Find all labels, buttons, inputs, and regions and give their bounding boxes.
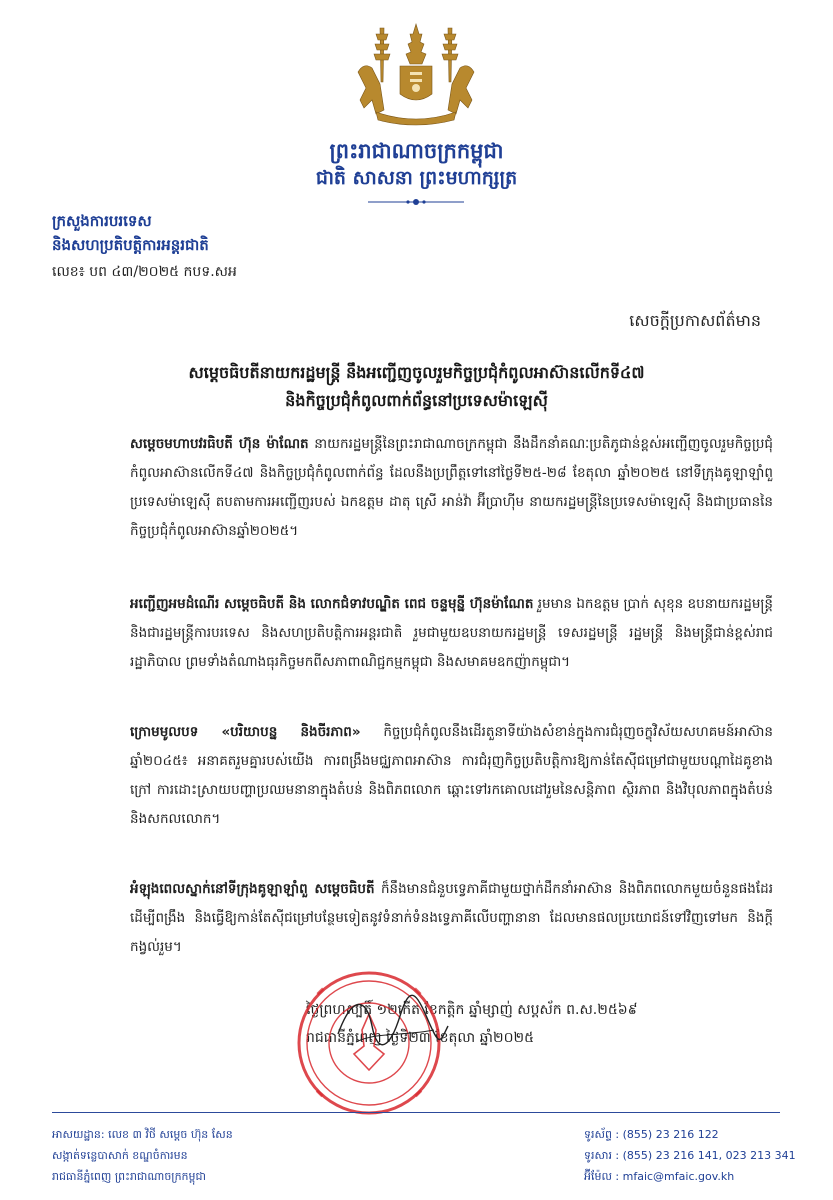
fax-number: ទូរសារ : (855) 23 216 141, 023 213 341 — [584, 1149, 796, 1162]
email-address[interactable]: អ៊ីម៉ែល : mfaic@mfaic.gov.kh — [584, 1170, 735, 1183]
body-paragraph-4 — [130, 875, 773, 962]
paragraph-body: កិច្ចប្រជុំកំពូលនឹងដើរតួនាទីយ៉ាងសំខាន់ក្នុងការជំរុញចក្ខុវិស័យសហគមន៍អាស៊ានឆ្នាំ២០៤៥៖ អនាគតរួមគ្នារបស់យើង ការពង្រឹងមជ្ឈភាពអាស៊ាន ការជំរុញកិច្ចប្រតិបត្តិការឱ្យកាន់តែស៊ីជម្រៅជាមួយបណ្តាដៃគូខាងក្រៅ ការដោះស្រាយបញ្ហាប្រឈមនានាក្នុងតំបន់ និងពិភពលោក ឆ្ពោះទៅរកគោលដៅរួមនៃសន្តិភាព ស្ថិរភាព និងវិបុលភាពក្នុងតំបន់ និងសកលលោក។ — [130, 724, 774, 827]
paragraph-body: រួមមាន ឯកឧត្តម ប្រាក់ សុខុន ឧបនាយករដ្ឋមន្ត្រី និងជារដ្ឋមន្ត្រីការបរទេស និងសហប្រតិបត្តិការអន្តរជាតិ រួមជាមួយឧបនាយករដ្ឋមន្ត្រី ទេសរដ្ឋមន្ត្រី រដ្ឋមន្ត្រី និងមន្ត្រីជាន់ខ្ពស់រាជរដ្ឋាភិបាល ព្រមទាំងតំណាងធុរកិច្ចមកពីសភាពាណិជ្ជកម្មកម្ពុជា និងសមាគមឧកញ៉ាកម្ពុជា។ — [130, 596, 773, 670]
signature-icon — [332, 986, 452, 1056]
body-paragraph-3 — [130, 718, 773, 834]
document-type: សេចក្តីប្រកាសព័ត៌មាន — [629, 311, 761, 330]
kingdom-title: ព្រះរាជាណាចក្រកម្ពុជា — [329, 138, 504, 163]
footer-contact — [584, 1124, 796, 1187]
address-line: អាសយដ្ឋាន: លេខ ៣ វិថី សម្តេច ហ៊ុន សែន — [52, 1128, 233, 1141]
ministry-name-line2: និងសហប្រតិបត្តិការអន្តរជាតិ — [52, 236, 209, 254]
phone-number: ទូរស័ព្ទ : (855) 23 216 122 — [584, 1128, 719, 1141]
body-paragraph-1 — [130, 430, 773, 546]
reference-number: លេខ៖ បព ៤៣/២០២៥ កបទ.សអ — [52, 264, 237, 280]
headline-line1: សម្តេចធិបតីនាយករដ្ឋមន្ត្រី នឹងអញ្ជើញចូលរួមកិច្ចប្រជុំកំពូលអាស៊ានលើកទី៤៧ — [188, 363, 645, 382]
paragraph-lead: ក្រោមមូលបទ «បរិយាបន្ន និងចីរភាព» — [130, 724, 361, 740]
footer-divider — [52, 1112, 780, 1113]
ministry-name-line1: ក្រសួងការបរទេស — [52, 212, 152, 230]
address-line: សង្កាត់ទន្លេបាសាក់ ខណ្ឌចំការមន — [52, 1149, 188, 1162]
lunar-date: ថ្ងៃព្រហស្បតិ៍ ១២កើត ខែកត្តិក ឆ្នាំម្សាញ់ សប្តស័ក ព.ស.២៥៦៩ — [306, 1002, 638, 1018]
address-line: រាជធានីភ្នំពេញ ព្រះរាជាណាចក្រកម្ពុជា — [52, 1170, 206, 1183]
footer-address — [52, 1124, 233, 1187]
paragraph-lead: អំឡុងពេលស្នាក់នៅទីក្រុងគូឡាឡាំពួ សម្តេចធិបតី — [130, 881, 375, 897]
national-motto: ជាតិ សាសនា ព្រះមហាក្សត្រ — [315, 167, 518, 189]
royal-emblem-icon — [350, 22, 482, 126]
paragraph-body: ក៏នឹងមានជំនួបទ្វេភាគីជាមួយថ្នាក់ដឹកនាំអាស៊ាន និងពិភពលោកមួយចំនួនផងដែរ ដើម្បីពង្រឹង និងធ្វើឱ្យកាន់តែស៊ីជម្រៅបន្ថែមទៀតនូវទំនាក់ទំនងទ្វេភាគីលើបញ្ហានានា ដែលមានផលប្រយោជន៍ទៅវិញទៅមក និងក្តីកង្វល់រួម។ — [130, 881, 773, 955]
paragraph-lead: សម្តេចមហាបវរធិបតី ហ៊ុន ម៉ាណែត — [130, 436, 309, 452]
body-paragraph-2 — [130, 590, 773, 677]
ornament-divider-icon — [366, 196, 466, 208]
headline-line2: និងកិច្ចប្រជុំកំពូលពាក់ព័ន្ធនៅប្រទេសម៉ាឡេស៊ី — [285, 391, 548, 410]
gregorian-date: រាជធានីភ្នំពេញ ថ្ងៃទី២៣ ខែតុលា ឆ្នាំ២០២៥ — [306, 1030, 534, 1046]
paragraph-body: នាយករដ្ឋមន្ត្រីនៃព្រះរាជាណាចក្រកម្ពុជា នឹងដឹកនាំគណៈប្រតិភូជាន់ខ្ពស់អញ្ជើញចូលរួមកិច្ចប្រជុំកំពូលអាស៊ានលើកទី៤៧ និងកិច្ចប្រជុំកំពូលពាក់ព័ន្ធ ដែលនឹងប្រព្រឹត្តទៅនៅថ្ងៃទី២៥-២៨ ខែតុលា ឆ្នាំ២០២៥ នៅទីក្រុងគូឡាឡាំពួ ប្រទេសម៉ាឡេស៊ី តបតាមការអញ្ជើញរបស់ ឯកឧត្តម ដាតុ ស្រើ អាន់វ៉ា អ៊ីប្រាហ៊ីម នាយករដ្ឋមន្ត្រីនៃប្រទេសម៉ាឡេស៊ី និងជាប្រធាននៃកិច្ចប្រជុំកំពូលអាស៊ានឆ្នាំ២០២៥។ — [130, 436, 774, 539]
paragraph-lead: អញ្ជើញអមដំណើរ សម្តេចធិបតី និង លោកជំទាវបណ្ឌិត ពេជ ចន្ទមុន្នី ហ៊ុនម៉ាណែត — [130, 596, 534, 612]
